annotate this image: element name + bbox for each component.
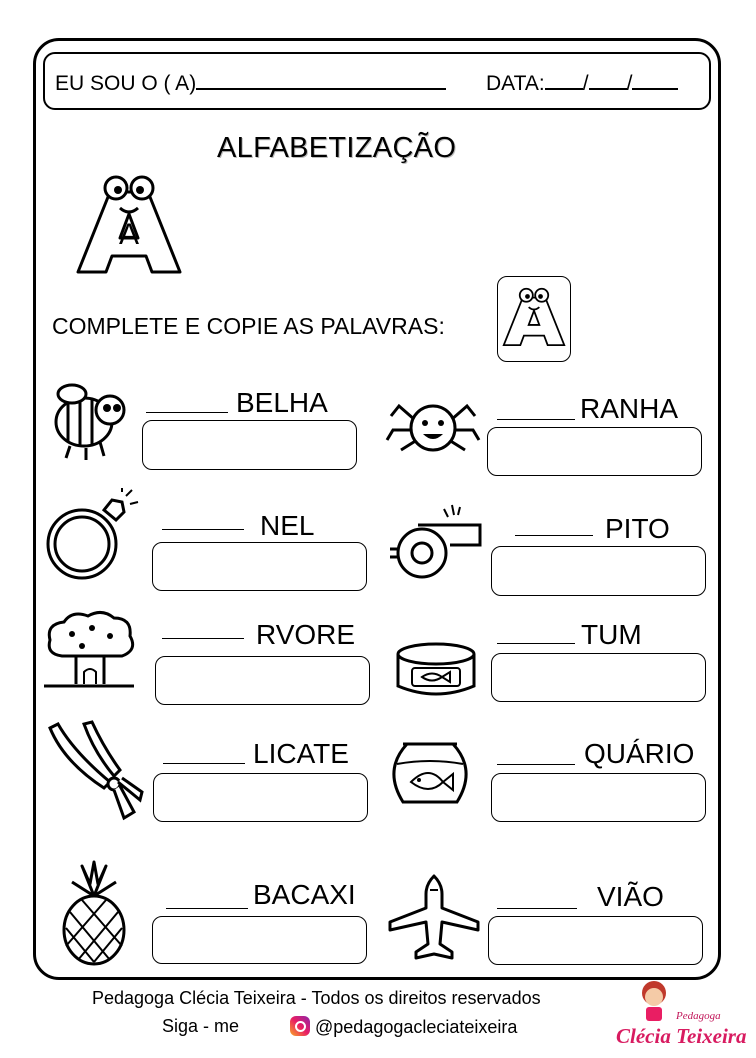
answer-box[interactable]: [488, 916, 703, 965]
answer-box[interactable]: [152, 542, 367, 591]
letter-a-mascot-small-icon: [499, 278, 569, 360]
letter-card: [497, 276, 571, 362]
instruction-text: COMPLETE E COPIE AS PALAVRAS:: [52, 313, 445, 339]
name-field: [55, 72, 446, 96]
date-year-line[interactable]: [632, 88, 678, 90]
answer-box[interactable]: [152, 916, 367, 964]
word-text: BELHA: [236, 387, 328, 418]
ring-icon: [42, 488, 138, 584]
date-label: DATA:: [486, 72, 545, 95]
letter-blank[interactable]: [162, 638, 244, 639]
tree-icon: [42, 610, 142, 692]
letter-blank[interactable]: [497, 908, 577, 909]
word-text: VIÃO: [597, 881, 664, 912]
follow-text: Siga - me: [162, 1016, 240, 1036]
answer-box[interactable]: [487, 427, 702, 476]
word-text: PITO: [605, 513, 670, 544]
tuna-can-icon: [394, 640, 478, 700]
letter-blank[interactable]: [166, 908, 248, 909]
letter-a-mascot-icon: [70, 172, 188, 284]
instagram-handle-text: @pedagogacleciateixeira: [315, 1017, 518, 1037]
letter-blank[interactable]: [515, 535, 593, 536]
date-field: [486, 72, 678, 96]
letter-blank[interactable]: [497, 643, 575, 644]
pineapple-icon: [58, 862, 130, 966]
mascot-letter: A: [118, 218, 140, 251]
answer-box[interactable]: [491, 546, 706, 596]
answer-box[interactable]: [153, 773, 368, 822]
word-text: RVORE: [256, 619, 356, 650]
date-day-line[interactable]: [545, 88, 583, 90]
brand-logo: [612, 975, 747, 1055]
word-text: RANHA: [580, 393, 679, 424]
letter-blank[interactable]: [163, 763, 245, 764]
word-text: NEL: [260, 510, 315, 541]
svg-text:Pedagoga: Pedagoga: [676, 1010, 721, 1022]
whistle-icon: [388, 503, 484, 583]
answer-box[interactable]: [491, 773, 706, 822]
spider-icon: [385, 390, 481, 460]
letter-blank[interactable]: [497, 764, 575, 765]
instagram-handle[interactable]: [290, 1016, 517, 1038]
name-label: EU SOU O ( A): [55, 72, 197, 95]
svg-text:Clécia Teixeira: Clécia Teixeira: [616, 1024, 747, 1048]
instagram-icon: [290, 1016, 310, 1036]
letter-blank[interactable]: [146, 412, 228, 413]
letter-blank[interactable]: [497, 419, 575, 420]
date-month-line[interactable]: [589, 88, 627, 90]
word-text: BACAXI: [253, 879, 356, 910]
page-title: ALFABETIZAÇÃO: [217, 132, 457, 164]
word-text: TUM: [581, 619, 642, 650]
answer-box[interactable]: [491, 653, 706, 702]
answer-box[interactable]: [155, 656, 370, 705]
pliers-icon: [44, 722, 144, 822]
letter-blank[interactable]: [162, 529, 244, 530]
copyright-text: Pedagoga Clécia Teixeira - Todos os direitos reservados: [92, 988, 541, 1008]
airplane-icon: [386, 874, 482, 960]
bee-icon: [42, 372, 132, 464]
word-text: QUÁRIO: [584, 738, 695, 769]
aquarium-icon: [389, 740, 471, 810]
date-separator: /: [582, 72, 589, 95]
date-separator: /: [626, 72, 633, 95]
answer-box[interactable]: [142, 420, 357, 470]
name-line[interactable]: [196, 88, 446, 90]
word-text: LICATE: [253, 738, 349, 769]
